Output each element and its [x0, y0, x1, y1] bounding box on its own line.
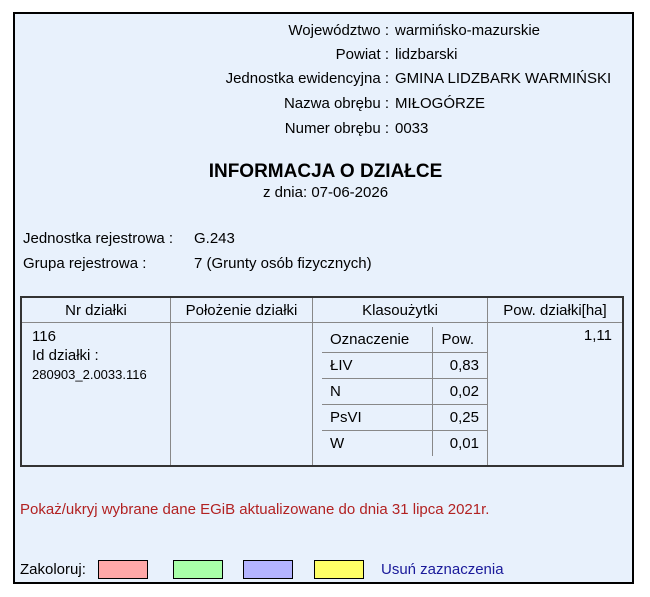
land-classes-header [322, 327, 487, 353]
parcel-number-cell [21, 323, 171, 467]
header-land-classes: Klasoużytki [313, 297, 488, 323]
header-parcel-number: Nr działki [21, 297, 171, 323]
land-classes-table [322, 327, 487, 456]
parcel-info-panel [13, 12, 634, 584]
parcel-table-header [21, 297, 623, 323]
parcel-location-cell [171, 323, 313, 467]
class-area-header: Pow. [433, 327, 487, 353]
land-classes-cell [313, 323, 488, 467]
precinct-number-label: Numer obrębu : [284, 120, 389, 137]
registration-unit [23, 230, 235, 247]
land-class-code: W [322, 431, 433, 457]
registration-unit-label: Jednostka rejestrowa : [23, 230, 174, 247]
class-code-header: Oznaczenie [330, 331, 410, 348]
registry-unit-label: Jednostka ewidencyjna : [225, 70, 389, 87]
registration-group-value: 7 (Grunty osób fizycznych) [194, 255, 372, 272]
toggle-egib-data-link[interactable]: Pokaż/ukryj wybrane dane EGiB aktualizowane do dnia 31 lipca 2021r. [20, 501, 490, 518]
precinct-number-row [15, 120, 629, 144]
color-swatch-yellow[interactable] [314, 560, 364, 579]
parcel-area: 1,11 [488, 323, 624, 467]
color-swatch-blue[interactable] [243, 560, 293, 579]
parcel-number: 116 [32, 328, 56, 345]
land-class-area: 0,02 [433, 379, 487, 405]
registry-unit-row [15, 70, 629, 94]
color-swatch-green[interactable] [173, 560, 223, 579]
registration-group-label: Grupa rejestrowa : [23, 255, 147, 272]
parcel-id: 280903_2.0033.116 [32, 367, 147, 382]
land-class-code: N [322, 379, 433, 405]
land-class-area: 0,83 [433, 353, 487, 379]
land-class-code: PsVI [322, 405, 433, 431]
voivodeship-value: warmińsko-mazurskie [395, 22, 541, 39]
land-class-row [322, 431, 487, 457]
county-row [15, 46, 629, 70]
registration-group [23, 255, 372, 272]
voivodeship-row [15, 22, 629, 46]
county-value: lidzbarski [395, 46, 458, 63]
precinct-number-value: 0033 [395, 120, 429, 137]
parcel-table [20, 296, 624, 467]
colorize-label: Zakoloruj: [20, 561, 86, 578]
report-date: z dnia: 07-06-2026 [262, 184, 389, 201]
clear-selection-link[interactable]: Usuń zaznaczenia [381, 561, 504, 578]
voivodeship-label: Województwo : [288, 22, 389, 39]
land-class-area: 0,01 [433, 431, 487, 457]
precinct-name-label: Nazwa obrębu : [283, 95, 389, 112]
land-class-row [322, 353, 487, 379]
land-class-area: 0,25 [433, 405, 487, 431]
table-row [21, 323, 623, 467]
county-label: Powiat : [335, 46, 389, 63]
precinct-name-value: MIŁOGÓRZE [395, 95, 486, 112]
parcel-id-label: Id działki : [32, 347, 99, 364]
registration-unit-value: G.243 [194, 230, 235, 247]
land-class-row [322, 379, 487, 405]
header-parcel-area: Pow. działki[ha] [488, 297, 624, 323]
precinct-name-row [15, 95, 629, 119]
land-class-code: ŁIV [322, 353, 433, 379]
page-title: INFORMACJA O DZIAŁCE [208, 161, 443, 182]
header-parcel-location: Położenie działki [171, 297, 313, 323]
registry-unit-value: GMINA LIDZBARK WARMIŃSKI [395, 70, 612, 87]
land-class-row [322, 405, 487, 431]
color-swatch-red[interactable] [98, 560, 148, 579]
